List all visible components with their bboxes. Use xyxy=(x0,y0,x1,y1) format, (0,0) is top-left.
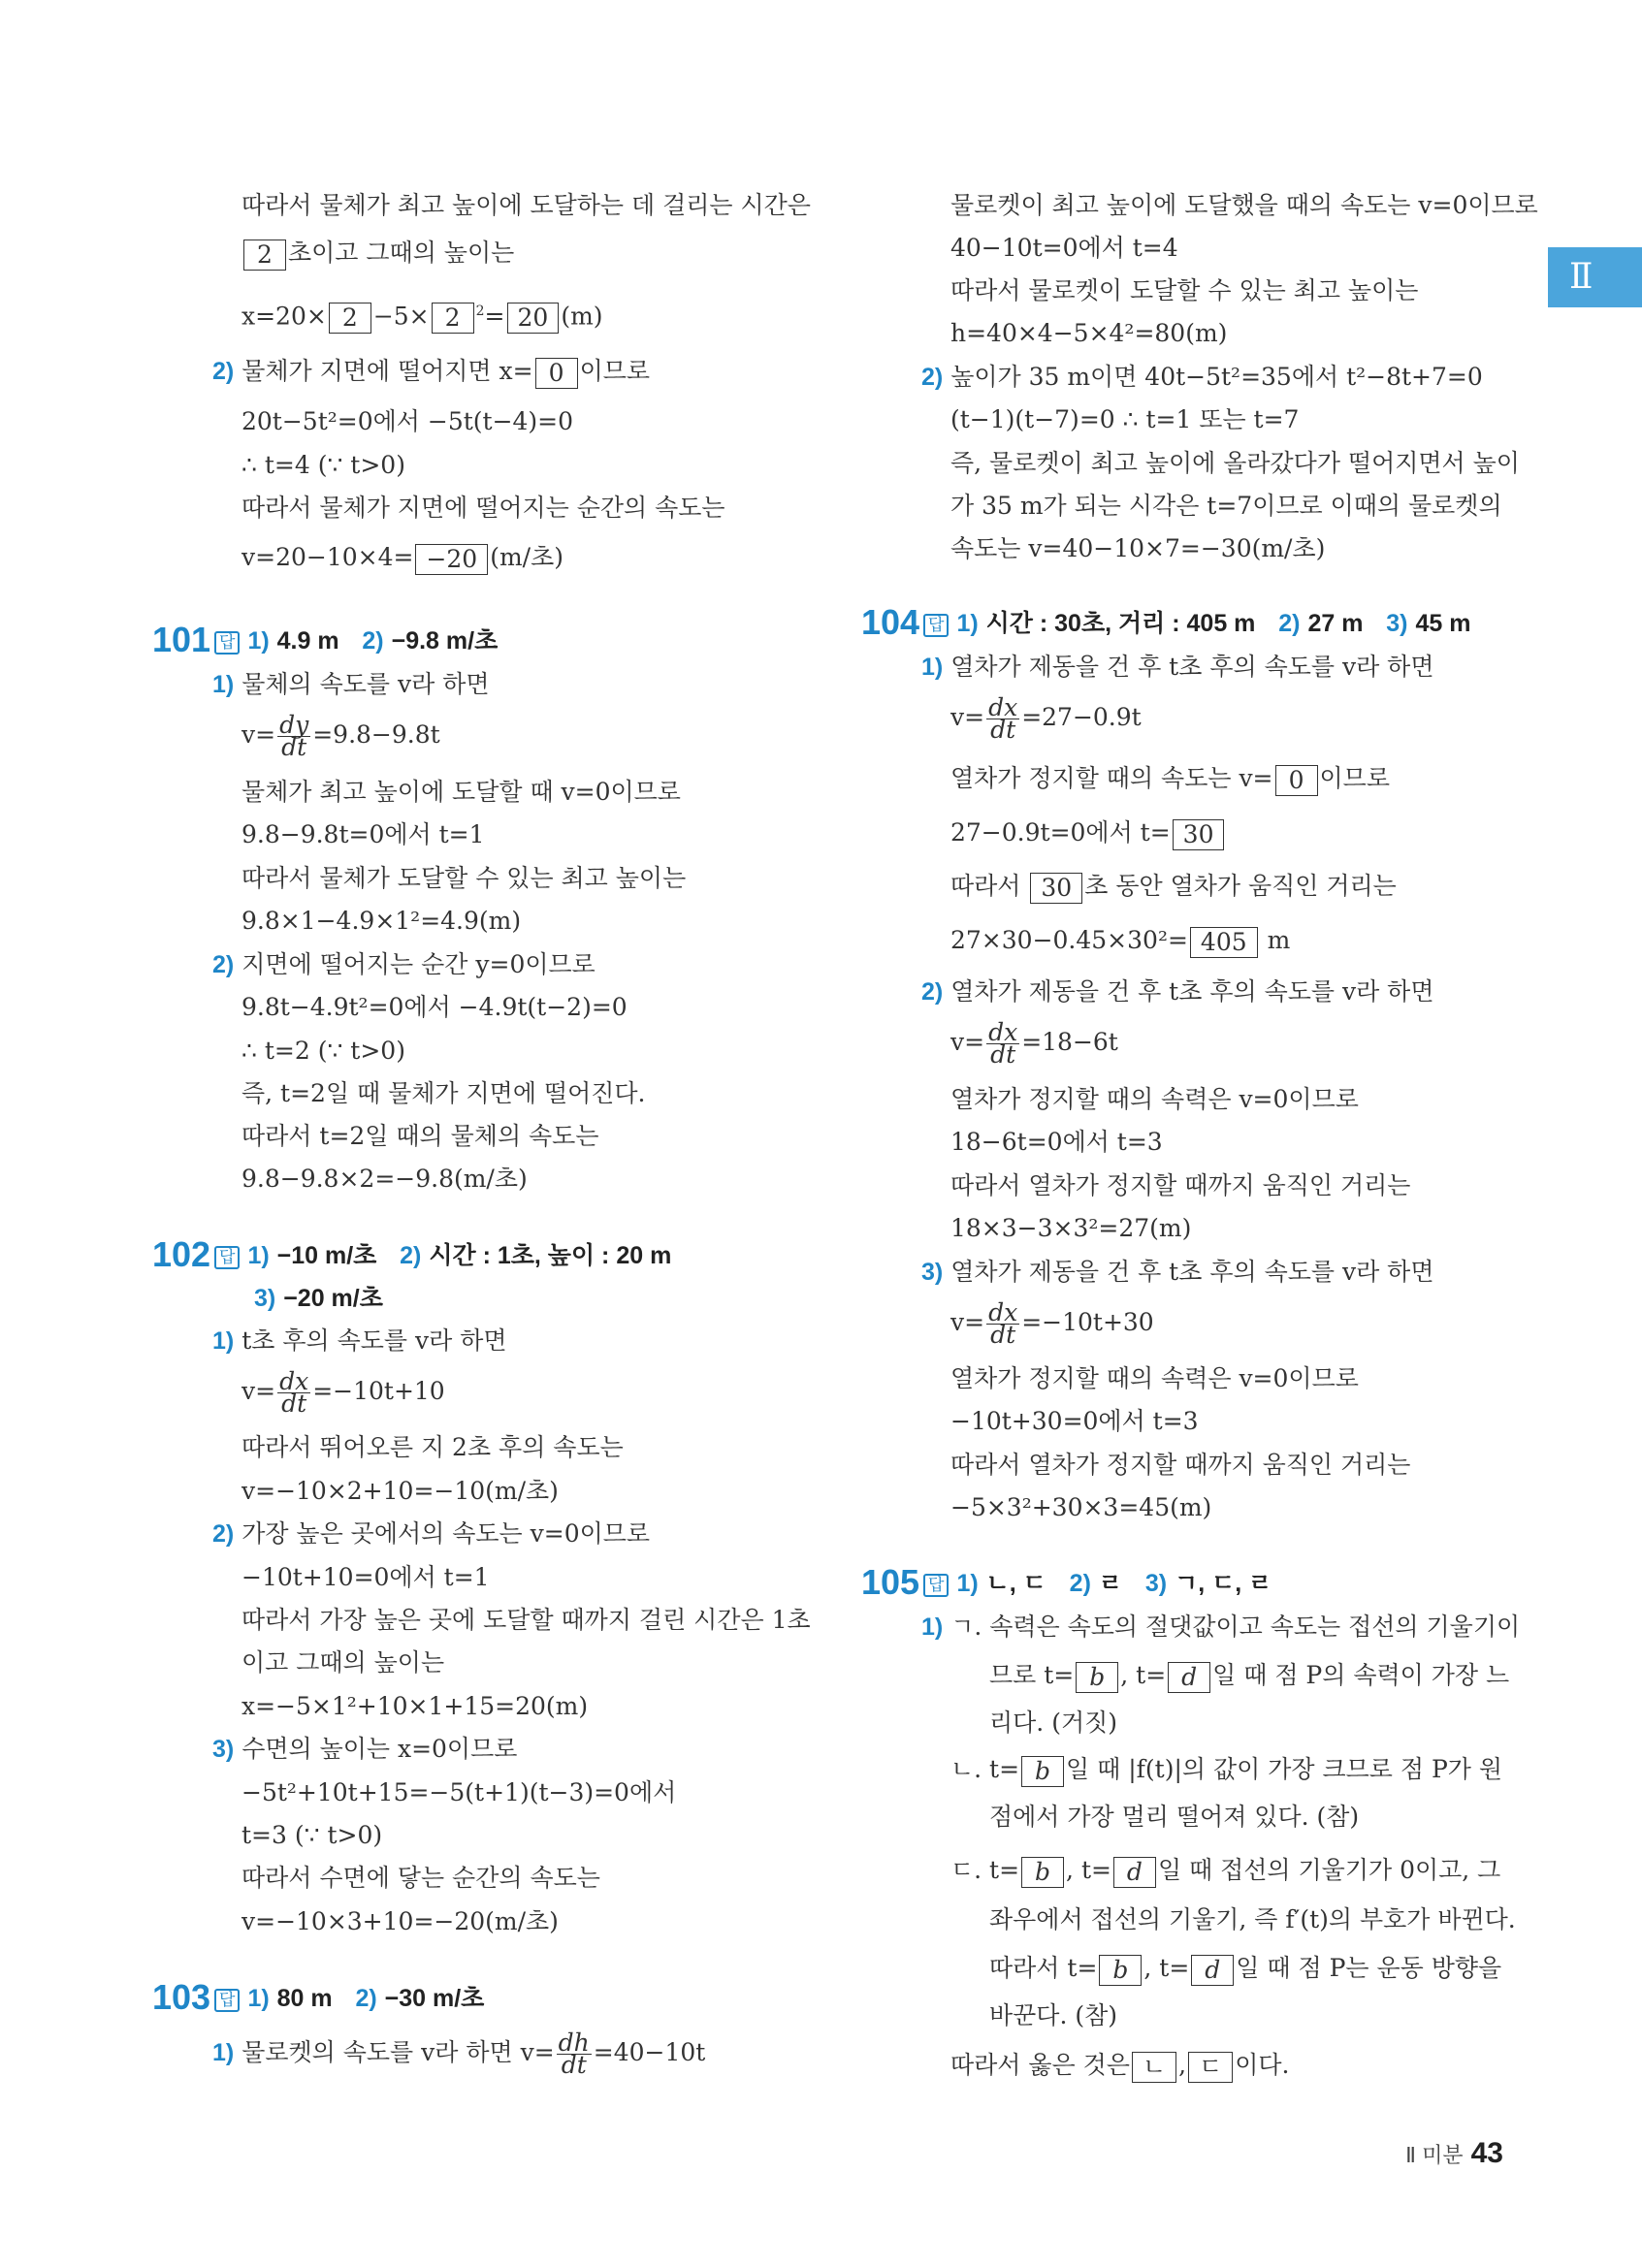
math-line: 9.8−9.8t=0에서 t=1 xyxy=(241,820,485,848)
math-line: v=−10×2+10=−10(m/초) xyxy=(241,1477,559,1505)
fraction: $\frac{dx}{dt}$ xyxy=(988,1018,1018,1069)
answer-line: 3) −20 m/초 xyxy=(254,1285,383,1312)
math-line: ∴ t=2 (∵ t>0) xyxy=(241,1037,405,1065)
problem-number: 102 xyxy=(152,1234,211,1274)
chapter-tab: Ⅱ xyxy=(1548,247,1642,307)
math-line: 9.8−9.8×2=−9.8(m/초) xyxy=(241,1165,528,1193)
math-line: v= $\frac{dy}{dt}$ =9.8−9.8t xyxy=(241,711,440,761)
answer-line: 답 1) −10 m/초 2) 시간 : 1초, 높이 : 20 m xyxy=(210,1239,671,1272)
problem-number: 103 xyxy=(152,1977,211,2017)
answer-box: ㄴ xyxy=(1132,2052,1176,2083)
problem-number: 104 xyxy=(861,602,920,642)
answer-line: 답 1) 80 m 2) −30 m/초 xyxy=(210,1982,484,2015)
math-line: 9.8t−4.9t²=0에서 −4.9t(t−2)=0 xyxy=(241,993,628,1021)
text-line: 따라서 수면에 닿는 순간의 속도는 xyxy=(241,1864,600,1892)
step-line: 1) 물로켓의 속도를 v라 하면 v= $\frac{dh}{dt}$ =40−10t xyxy=(212,2028,706,2079)
math-line: −10t+10=0에서 t=1 xyxy=(241,1563,490,1591)
text-line: 따라서 가장 높은 곳에 도달할 때까지 걸린 시간은 1초 xyxy=(241,1606,811,1634)
math-line: 9.8×1−4.9×1²=4.9(m) xyxy=(241,907,522,935)
math-line: −5×3²+30×3=45(m) xyxy=(950,1493,1212,1521)
answer-box: b xyxy=(1021,1756,1064,1787)
answer-badge: 답 xyxy=(214,1989,240,2012)
answer-box: 0 xyxy=(535,358,578,389)
math-line: 20t−5t²=0에서 −5t(t−4)=0 xyxy=(241,407,574,435)
answer-badge: 답 xyxy=(923,614,949,637)
text-line: 따라서 물체가 최고 높이에 도달하는 데 걸리는 시간은 xyxy=(241,191,811,219)
math-line: 27×30−0.45×30²= 405 m xyxy=(950,926,1291,956)
answer-box: b xyxy=(1099,1955,1142,1986)
fraction: $\frac{dx}{dt}$ xyxy=(988,693,1018,744)
text-line: ㄴ. t= b 일 때 |f(t)|의 값이 가장 크므로 점 P가 원 xyxy=(950,1755,1503,1785)
math-line: 27−0.9t=0에서 t= 30 xyxy=(950,816,1226,850)
text-line: 바꾼다. (참) xyxy=(989,2001,1118,2029)
fraction: $\frac{dx}{dt}$ xyxy=(279,1367,309,1418)
math-line: h=40×4−5×4²=80(m) xyxy=(950,319,1228,347)
step-line: 2) 가장 높은 곳에서의 속도는 v=0이므로 xyxy=(212,1519,651,1548)
step-line: 3) 수면의 높이는 x=0이므로 xyxy=(212,1735,518,1763)
step-line: 1) 물체의 속도를 v라 하면 xyxy=(212,670,490,698)
math-line: x=20× 2 −5× 2 $^2$= 20 (m) xyxy=(241,302,603,332)
answer-box: b xyxy=(1021,1857,1064,1888)
answer-box: ㄷ xyxy=(1188,2052,1233,2083)
math-line: v=20−10×4= −20 (m/초) xyxy=(241,543,564,573)
text-line: 이고 그때의 높이는 xyxy=(241,1648,445,1677)
answer-box: d xyxy=(1113,1857,1156,1888)
answer-line: 답 1) ㄴ, ㄷ 2) ㄹ 3) ㄱ, ㄷ, ㄹ xyxy=(919,1567,1272,1600)
step-line: 1) t초 후의 속도를 v라 하면 xyxy=(212,1326,507,1355)
step-line: 2) 높이가 35 m이면 40t−5t²=35에서 t²−8t+7=0 xyxy=(921,363,1483,391)
answer-box: d xyxy=(1191,1955,1234,1986)
math-line: v= $\frac{dx}{dt}$ =−10t+10 xyxy=(241,1367,445,1418)
answer-box: 2 xyxy=(432,303,474,334)
answer-box: 30 xyxy=(1030,873,1082,904)
answer-line: 답 1) 시간 : 30초, 거리 : 405 m 2) 27 m 3) 45 m xyxy=(919,607,1470,640)
math-line: 속도는 v=40−10×7=−30(m/초) xyxy=(950,534,1326,562)
text-line: 물체가 최고 높이에 도달할 때 v=0이므로 xyxy=(241,778,681,806)
answer-box: −20 xyxy=(415,544,488,575)
fraction: $\frac{dx}{dt}$ xyxy=(988,1298,1018,1349)
text-line: 좌우에서 접선의 기울기, 즉 f′(t)의 부호가 바뀐다. xyxy=(989,1905,1516,1933)
text-line: 열차가 정지할 때의 속력은 v=0이므로 xyxy=(950,1364,1359,1392)
text-line: 따라서 물로켓이 도달할 수 있는 최고 높이는 xyxy=(950,276,1419,304)
math-line: 18−6t=0에서 t=3 xyxy=(950,1128,1163,1156)
footer-section: Ⅱ 미분 xyxy=(1405,2143,1464,2167)
step-line: 2) 지면에 떨어지는 순간 y=0이므로 xyxy=(212,950,596,978)
answer-box: b xyxy=(1076,1662,1118,1693)
text-line: 따라서 물체가 지면에 떨어지는 순간의 속도는 xyxy=(241,494,725,522)
text-line: 따라서 열차가 정지할 때까지 움직인 거리는 xyxy=(950,1171,1411,1199)
text-line: ㄷ. t= b , t= d 일 때 접선의 기울기가 0이고, 그 xyxy=(950,1856,1501,1886)
math-line: v= $\frac{dx}{dt}$ =−10t+30 xyxy=(950,1298,1154,1349)
text-line: 므로 t= b , t= d 일 때 점 P의 속력이 가장 느 xyxy=(989,1661,1510,1691)
math-line: v=−10×3+10=−20(m/초) xyxy=(241,1907,559,1935)
math-line: v= $\frac{dx}{dt}$ =27−0.9t xyxy=(950,693,1142,744)
math-line: x=−5×1²+10×1+15=20(m) xyxy=(241,1692,589,1720)
page-footer xyxy=(1405,2137,1503,2170)
answer-box: 2 xyxy=(329,303,371,334)
answer-badge: 답 xyxy=(923,1574,949,1597)
problem-number: 105 xyxy=(861,1562,920,1602)
text-line: 따라서 뛰어오른 지 2초 후의 속도는 xyxy=(241,1433,624,1461)
text-line: 즉, t=2일 때 물체가 지면에 떨어진다. xyxy=(241,1079,646,1107)
text-line: 열차가 정지할 때의 속도는 v= 0 이므로 xyxy=(950,764,1390,794)
text-line: 따라서 물체가 도달할 수 있는 최고 높이는 xyxy=(241,864,687,892)
answer-box: d xyxy=(1168,1662,1210,1693)
fraction: $\frac{dh}{dt}$ xyxy=(558,2028,590,2079)
answer-box: 2 xyxy=(243,240,286,271)
answer-badge: 답 xyxy=(214,631,240,655)
text-line: 따라서 옳은 것은 ㄴ , ㄷ 이다. xyxy=(950,2051,1290,2081)
math-line: 40−10t=0에서 t=4 xyxy=(950,234,1178,262)
text-line: 가 35 m가 되는 시각은 t=7이므로 이때의 물로켓의 xyxy=(950,492,1502,520)
answer-box: 0 xyxy=(1275,765,1318,796)
answer-line: 답 1) 4.9 m 2) −9.8 m/초 xyxy=(210,624,498,657)
text-line: 열차가 정지할 때의 속력은 v=0이므로 xyxy=(950,1085,1359,1113)
text-line: 따라서 30 초 동안 열차가 움직인 거리는 xyxy=(950,872,1397,902)
fraction: $\frac{dy}{dt}$ xyxy=(279,711,309,761)
math-line: ∴ t=4 (∵ t>0) xyxy=(241,451,405,479)
answer-box: 30 xyxy=(1173,819,1225,850)
answer-box: 405 xyxy=(1190,927,1258,958)
text-line: 2 초이고 그때의 높이는 xyxy=(241,237,514,271)
text-line: 따라서 t=2일 때의 물체의 속도는 xyxy=(241,1122,599,1150)
text-line: 따라서 t= b , t= d 일 때 점 P는 운동 방향을 xyxy=(989,1954,1502,1984)
text-line: 점에서 가장 멀리 떨어져 있다. (참) xyxy=(989,1803,1360,1831)
text-line: 따라서 열차가 정지할 때까지 움직인 거리는 xyxy=(950,1451,1411,1479)
step-line: 3) 열차가 제동을 건 후 t초 후의 속도를 v라 하면 xyxy=(921,1258,1434,1286)
step-line: 1) 열차가 제동을 건 후 t초 후의 속도를 v라 하면 xyxy=(921,653,1434,681)
math-line: (t−1)(t−7)=0 ∴ t=1 또는 t=7 xyxy=(950,405,1300,433)
text-line: 물로켓이 최고 높이에 도달했을 때의 속도는 v=0이므로 xyxy=(950,191,1538,219)
math-line: v= $\frac{dx}{dt}$ =18−6t xyxy=(950,1018,1118,1069)
text-line: 리다. (거짓) xyxy=(989,1709,1118,1737)
problem-number: 101 xyxy=(152,620,211,659)
step-line: 2) 물체가 지면에 떨어지면 x= 0 이므로 xyxy=(212,357,651,387)
step-line: 1) ㄱ. 속력은 속도의 절댓값이고 속도는 접선의 기울기이 xyxy=(921,1613,1521,1641)
math-line: t=3 (∵ t>0) xyxy=(241,1821,383,1849)
math-line: −5t²+10t+15=−5(t+1)(t−3)=0에서 xyxy=(241,1778,677,1806)
page-number: 43 xyxy=(1470,2137,1503,2169)
math-line: 18×3−3×3²=27(m) xyxy=(950,1214,1192,1242)
answer-box: 20 xyxy=(507,303,560,334)
text-line: 즉, 물로켓이 최고 높이에 올라갔다가 떨어지면서 높이 xyxy=(950,449,1520,477)
math-line: −10t+30=0에서 t=3 xyxy=(950,1407,1199,1435)
step-line: 2) 열차가 제동을 건 후 t초 후의 속도를 v라 하면 xyxy=(921,977,1434,1006)
answer-badge: 답 xyxy=(214,1246,240,1269)
